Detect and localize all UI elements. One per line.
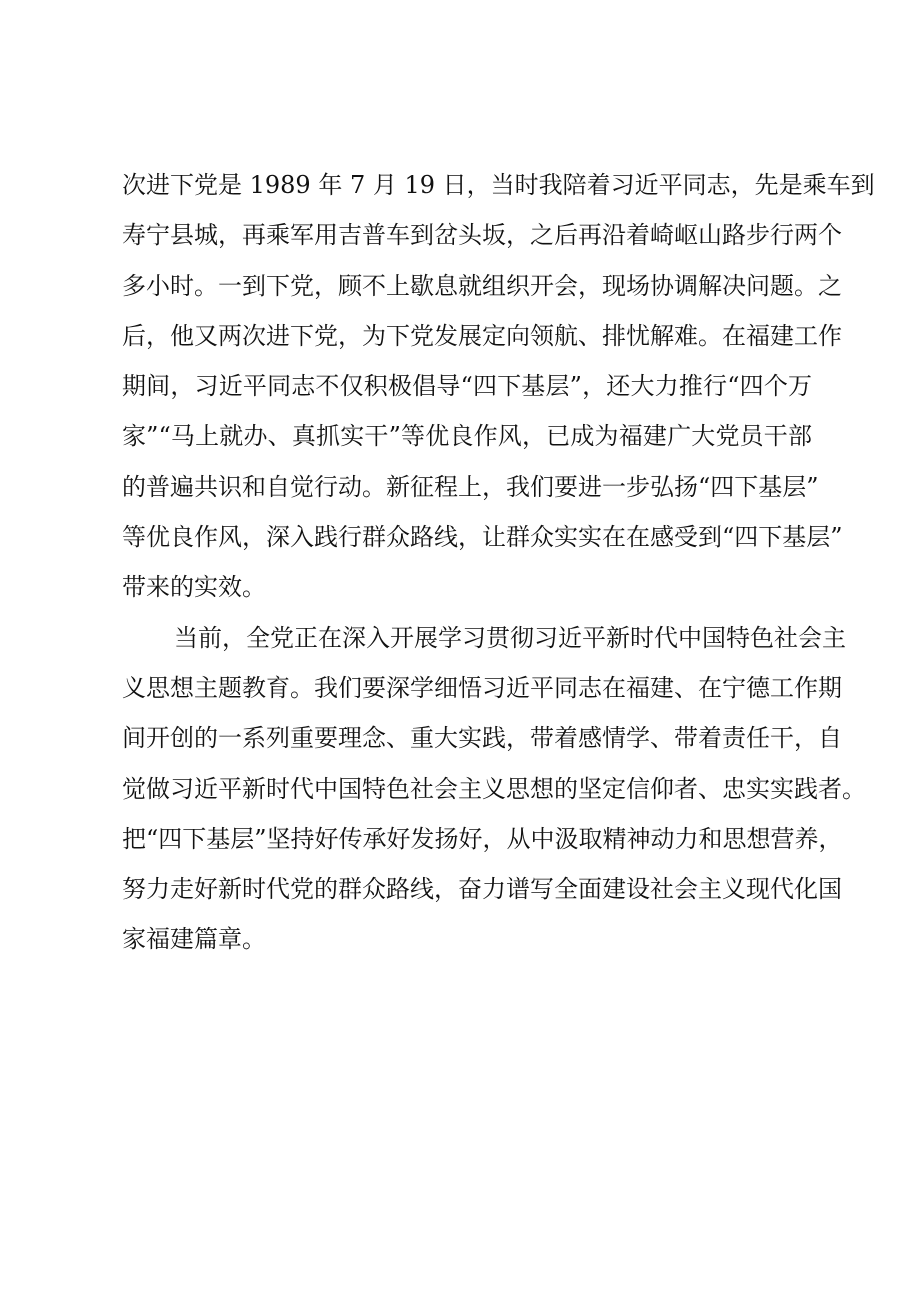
text-line: 期间，习近平同志不仅积极倡导“四下基层”，还大力推行“四个万: [122, 372, 812, 401]
text-line: 带来的实效。: [122, 573, 266, 602]
text-line: 觉做习近平新时代中国特色社会主义思想的坚定信仰者、忠实实践者。: [122, 774, 866, 803]
text-line: 等优良作风，深入践行群众路线，让群众实实在在感受到“四下基层”: [122, 523, 843, 552]
text-line: 努力走好新时代党的群众路线，奋力谱写全面建设社会主义现代化国: [122, 875, 842, 904]
text-line: 当前，全党正在深入开展学习贯彻习近平新时代中国特色社会主: [174, 623, 846, 652]
text-line: 间开创的一系列重要理念、重大实践，带着感情学、带着责任干，自: [122, 724, 842, 753]
paragraph-1: [122, 160, 875, 613]
text-line: 多小时。一到下党，顾不上歇息就组织开会，现场协调解决问题。之: [122, 271, 842, 300]
text-line: 后，他又两次进下党，为下党发展定向领航、排忧解难。在福建工作: [122, 321, 842, 350]
text-line: 家福建篇章。: [122, 925, 266, 954]
text-line: 次进下党是 1989 年 7 月 19 日，当时我陪着习近平同志，先是乘车到: [122, 171, 875, 199]
paragraph-2: [122, 613, 866, 965]
text-line: 义思想主题教育。我们要深学细悟习近平同志在福建、在宁德工作期: [122, 673, 842, 702]
text-line: 寿宁县城，再乘军用吉普车到岔头坂，之后再沿着崎岖山路步行两个: [122, 221, 842, 250]
text-line: 的普遍共识和自觉行动。新征程上，我们要进一步弘扬“四下基层”: [122, 472, 819, 501]
body-text: [122, 160, 875, 965]
text-line: 家”“马上就办、真抓实干”等优良作风，已成为福建广大党员干部: [122, 422, 812, 451]
text-line: 把“四下基层”坚持好传承好发扬好，从中汲取精神动力和思想营养，: [122, 824, 843, 853]
